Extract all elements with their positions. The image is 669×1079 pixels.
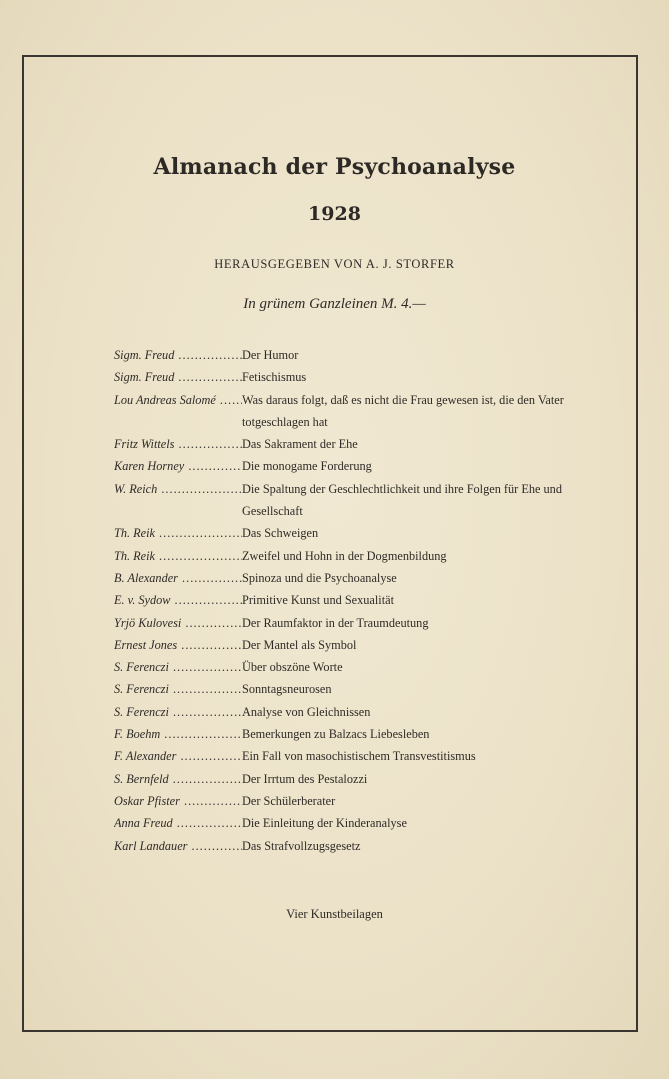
entry-title: Der Raumfaktor in der Traumdeutung (242, 615, 429, 630)
entry-title: Der Irrtum des Pestalozzi (242, 771, 368, 786)
contents-entry (114, 812, 604, 834)
entry-author: Ernest Jones ..... (114, 634, 242, 656)
contents-entry (114, 366, 604, 388)
entry-title: Über obszöne Worte (242, 660, 343, 675)
entry-author: Th. Reik ..... (114, 545, 242, 567)
entry-author: Oskar Pfister ..... (114, 790, 242, 812)
entry-title: Fetischismus (242, 370, 307, 385)
entry-author: S. Ferenczi ..... (114, 701, 242, 723)
entry-author: Sigm. Freud ..... (114, 366, 242, 388)
entry-author: Karen Horney ..... (114, 455, 242, 477)
entry-author: Lou Andreas Salomé ..... (114, 389, 242, 411)
entry-title: Primitive Kunst und Sexualität (242, 593, 394, 608)
price-line: In grünem Ganzleinen M. 4.— (243, 296, 426, 312)
entry-title: Spinoza und die Psychoanalyse (242, 570, 397, 585)
entry-title: Der Mantel als Symbol (242, 637, 357, 652)
editor-line: HERAUSGEGEBEN VON A. J. STORFER (214, 257, 455, 271)
contents-entry (114, 433, 604, 455)
entry-author: F. Alexander ..... (114, 745, 242, 767)
entry-title: Der Humor (242, 348, 299, 362)
entry-title: Bemerkungen zu Balzacs Liebesleben (242, 727, 430, 742)
contents-entry (114, 589, 604, 611)
entry-title: Das Schweigen (242, 526, 319, 541)
entry-author: Fritz Wittels ..... (114, 433, 242, 455)
entry-author: B. Alexander ..... (114, 567, 242, 589)
entry-title: Was daraus folgt, daß es nicht die Frau gewesen ist, die den Vater totgeschlagen hat (242, 392, 564, 429)
entry-author: Anna Freud ..... (114, 812, 242, 834)
contents-entry (114, 678, 604, 700)
supplement-note: Vier Kunstbeilagen (286, 907, 383, 921)
contents-list (114, 344, 604, 857)
entry-author: Karl Landauer ..... (114, 835, 242, 857)
entry-title: Das Sakrament der Ehe (242, 437, 358, 452)
contents-entry (114, 768, 604, 790)
contents-entry (114, 612, 604, 634)
contents-entry (114, 790, 604, 812)
entry-author: S. Ferenczi ..... (114, 656, 242, 678)
book-title: Almanach der Psychoanalyse (153, 154, 516, 180)
entry-title: Das Strafvollzugsgesetz (242, 838, 361, 853)
entry-title: Die monogame Forderung (242, 459, 372, 474)
contents-entry (114, 344, 604, 366)
contents-entry (114, 745, 604, 767)
book-year: 1928 (308, 203, 361, 225)
contents-entry (114, 567, 604, 589)
contents-entry (114, 545, 604, 567)
entry-title: Zweifel und Hohn in der Dogmenbildung (242, 548, 447, 563)
entry-author: E. v. Sydow ..... (114, 589, 242, 611)
contents-entry (114, 389, 604, 434)
entry-title: Ein Fall von masochistischem Transvestitismus (242, 749, 476, 764)
contents-entry (114, 634, 604, 656)
contents-entry (114, 522, 604, 544)
entry-title: Sonntagsneurosen (242, 682, 332, 697)
entry-author: S. Bernfeld ..... (114, 768, 242, 790)
entry-author: Sigm. Freud ..... (114, 344, 242, 366)
entry-title: Die Spaltung der Geschlechtlichkeit und ihre Folgen für Ehe und Gesellschaft (242, 481, 562, 519)
entry-title: Die Einleitung der Kinderanalyse (242, 816, 407, 831)
entry-author: Th. Reik ..... (114, 522, 242, 544)
entry-author: S. Ferenczi ..... (114, 678, 242, 700)
contents-entry (114, 656, 604, 678)
contents-entry (114, 455, 604, 477)
entry-title: Der Schülerberater (242, 793, 336, 808)
contents-entry (114, 835, 604, 857)
entry-author: W. Reich ..... (114, 478, 242, 500)
entry-author: Yrjö Kulovesi ..... (114, 612, 242, 634)
entry-title: Analyse von Gleichnissen (242, 704, 371, 719)
entry-author: F. Boehm ..... (114, 723, 242, 745)
contents-entry (114, 478, 604, 523)
contents-entry (114, 701, 604, 723)
contents-entry (114, 723, 604, 745)
